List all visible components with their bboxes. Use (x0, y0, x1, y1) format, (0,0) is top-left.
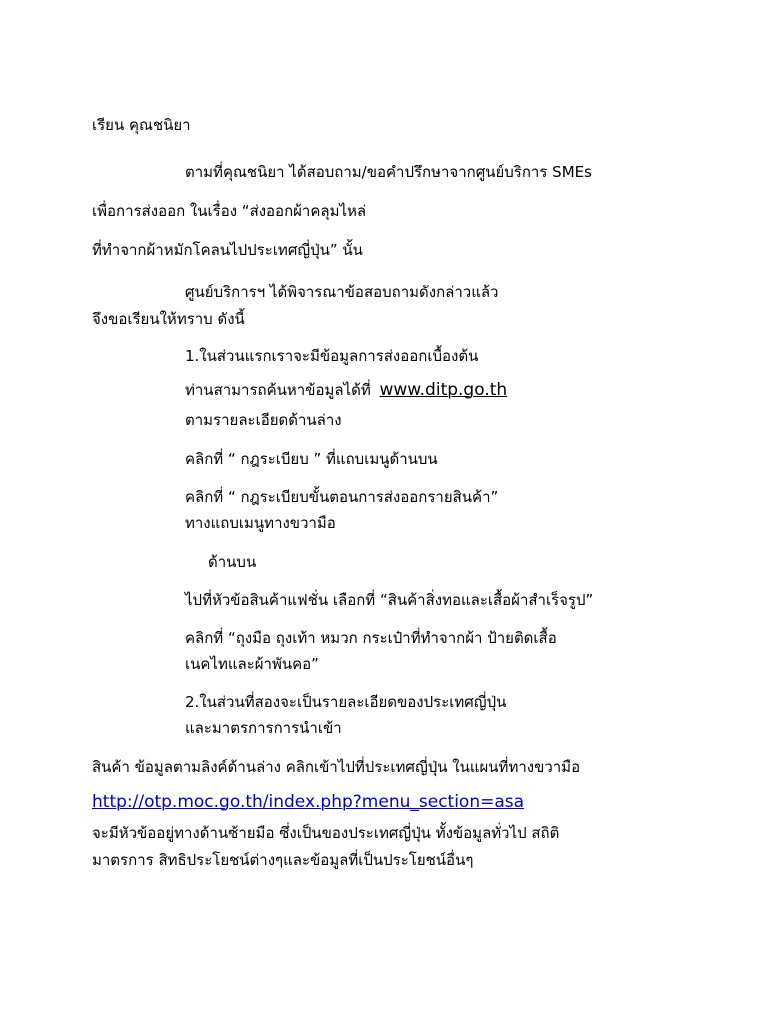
step-export-procedure-line2: ทางแถบเมนูทางขวามือ (185, 514, 336, 532)
section2-body-line2: จะมีหัวข้ออยู่ทางด้านซ้ายมือ ซึ่งเป็นของประเทศญี่ปุ่น ทั้งข้อมูลทั่วไป สถิติ (92, 824, 560, 842)
step-accessories-line1: คลิกที่ “ถุงมือ ถุงเท้า หมวก กระเป๋าที่ทำจากผ้า ป้ายติดเสื้อ (185, 629, 557, 647)
section1-title: 1.ในส่วนแรกเราจะมีข้อมูลการส่งออกเบื้องต้น (185, 347, 479, 365)
search-instruction (185, 380, 507, 400)
para1-line2: เพื่อการส่งออก ในเรื่อง “ส่งออกผ้าคลุมไหล่ (92, 202, 367, 220)
step-export-procedure-line1: คลิกที่ “ กฎระเบียบขั้นตอนการส่งออกรายสินค้า” (185, 488, 499, 506)
section2-body-line3: มาตรการ สิทธิประโยชน์ต่างๆและข้อมูลที่เป็นประโยชน์อื่นๆ (92, 851, 474, 869)
step-fashion: ไปที่หัวข้อสินค้าแฟชั่น เลือกที่ “สินค้าสิ่งทอและเสื้อผ้าสำเร็จรูป” (185, 591, 594, 609)
section2-body-line1: สินค้า ข้อมูลตามลิงค์ด้านล่าง คลิกเข้าไปที่ประเทศญี่ปุ่น ในแผนที่ทางขวามือ (92, 758, 581, 776)
step-export-procedure-line3: ด้านบน (208, 553, 257, 571)
search-suffix: ตามรายละเอียดด้านล่าง (185, 411, 342, 429)
para1-line3: ที่ทำจากผ้าหมักโคลนไปประเทศญี่ปุ่น” นั้น (92, 241, 363, 259)
ditp-site-link[interactable]: www.ditp.go.th (379, 380, 508, 400)
para2-line2: จึงขอเรียนให้ทราบ ดังนี้ (92, 310, 245, 328)
para1-line1: ตามที่คุณชนิยา ได้สอบถาม/ขอคำปรึกษาจากศูนย์บริการ SMEs (185, 163, 592, 181)
section2-title-line1: 2.ในส่วนที่สองจะเป็นรายละเอียดของประเทศญี่ปุ่น (185, 693, 507, 711)
otp-url-link[interactable]: http://otp.moc.go.th/index.php?menu_section=asa (92, 792, 525, 812)
step-accessories-line2: เนคไทและผ้าพันคอ” (185, 655, 319, 673)
greeting: เรียน คุณชนิยา (92, 116, 191, 134)
para2-line1: ศูนย์บริการฯ ได้พิจารณาข้อสอบถามดังกล่าวแล้ว (185, 283, 499, 301)
step-regulations: คลิกที่ “ กฎระเบียบ ” ที่แถบเมนูด้านบน (185, 450, 438, 468)
section2-title-line2: และมาตรการการนำเข้า (185, 719, 342, 737)
search-prefix: ท่านสามารถค้นหาข้อมูลได้ที่ (185, 381, 371, 399)
otp-link-row (92, 792, 524, 812)
